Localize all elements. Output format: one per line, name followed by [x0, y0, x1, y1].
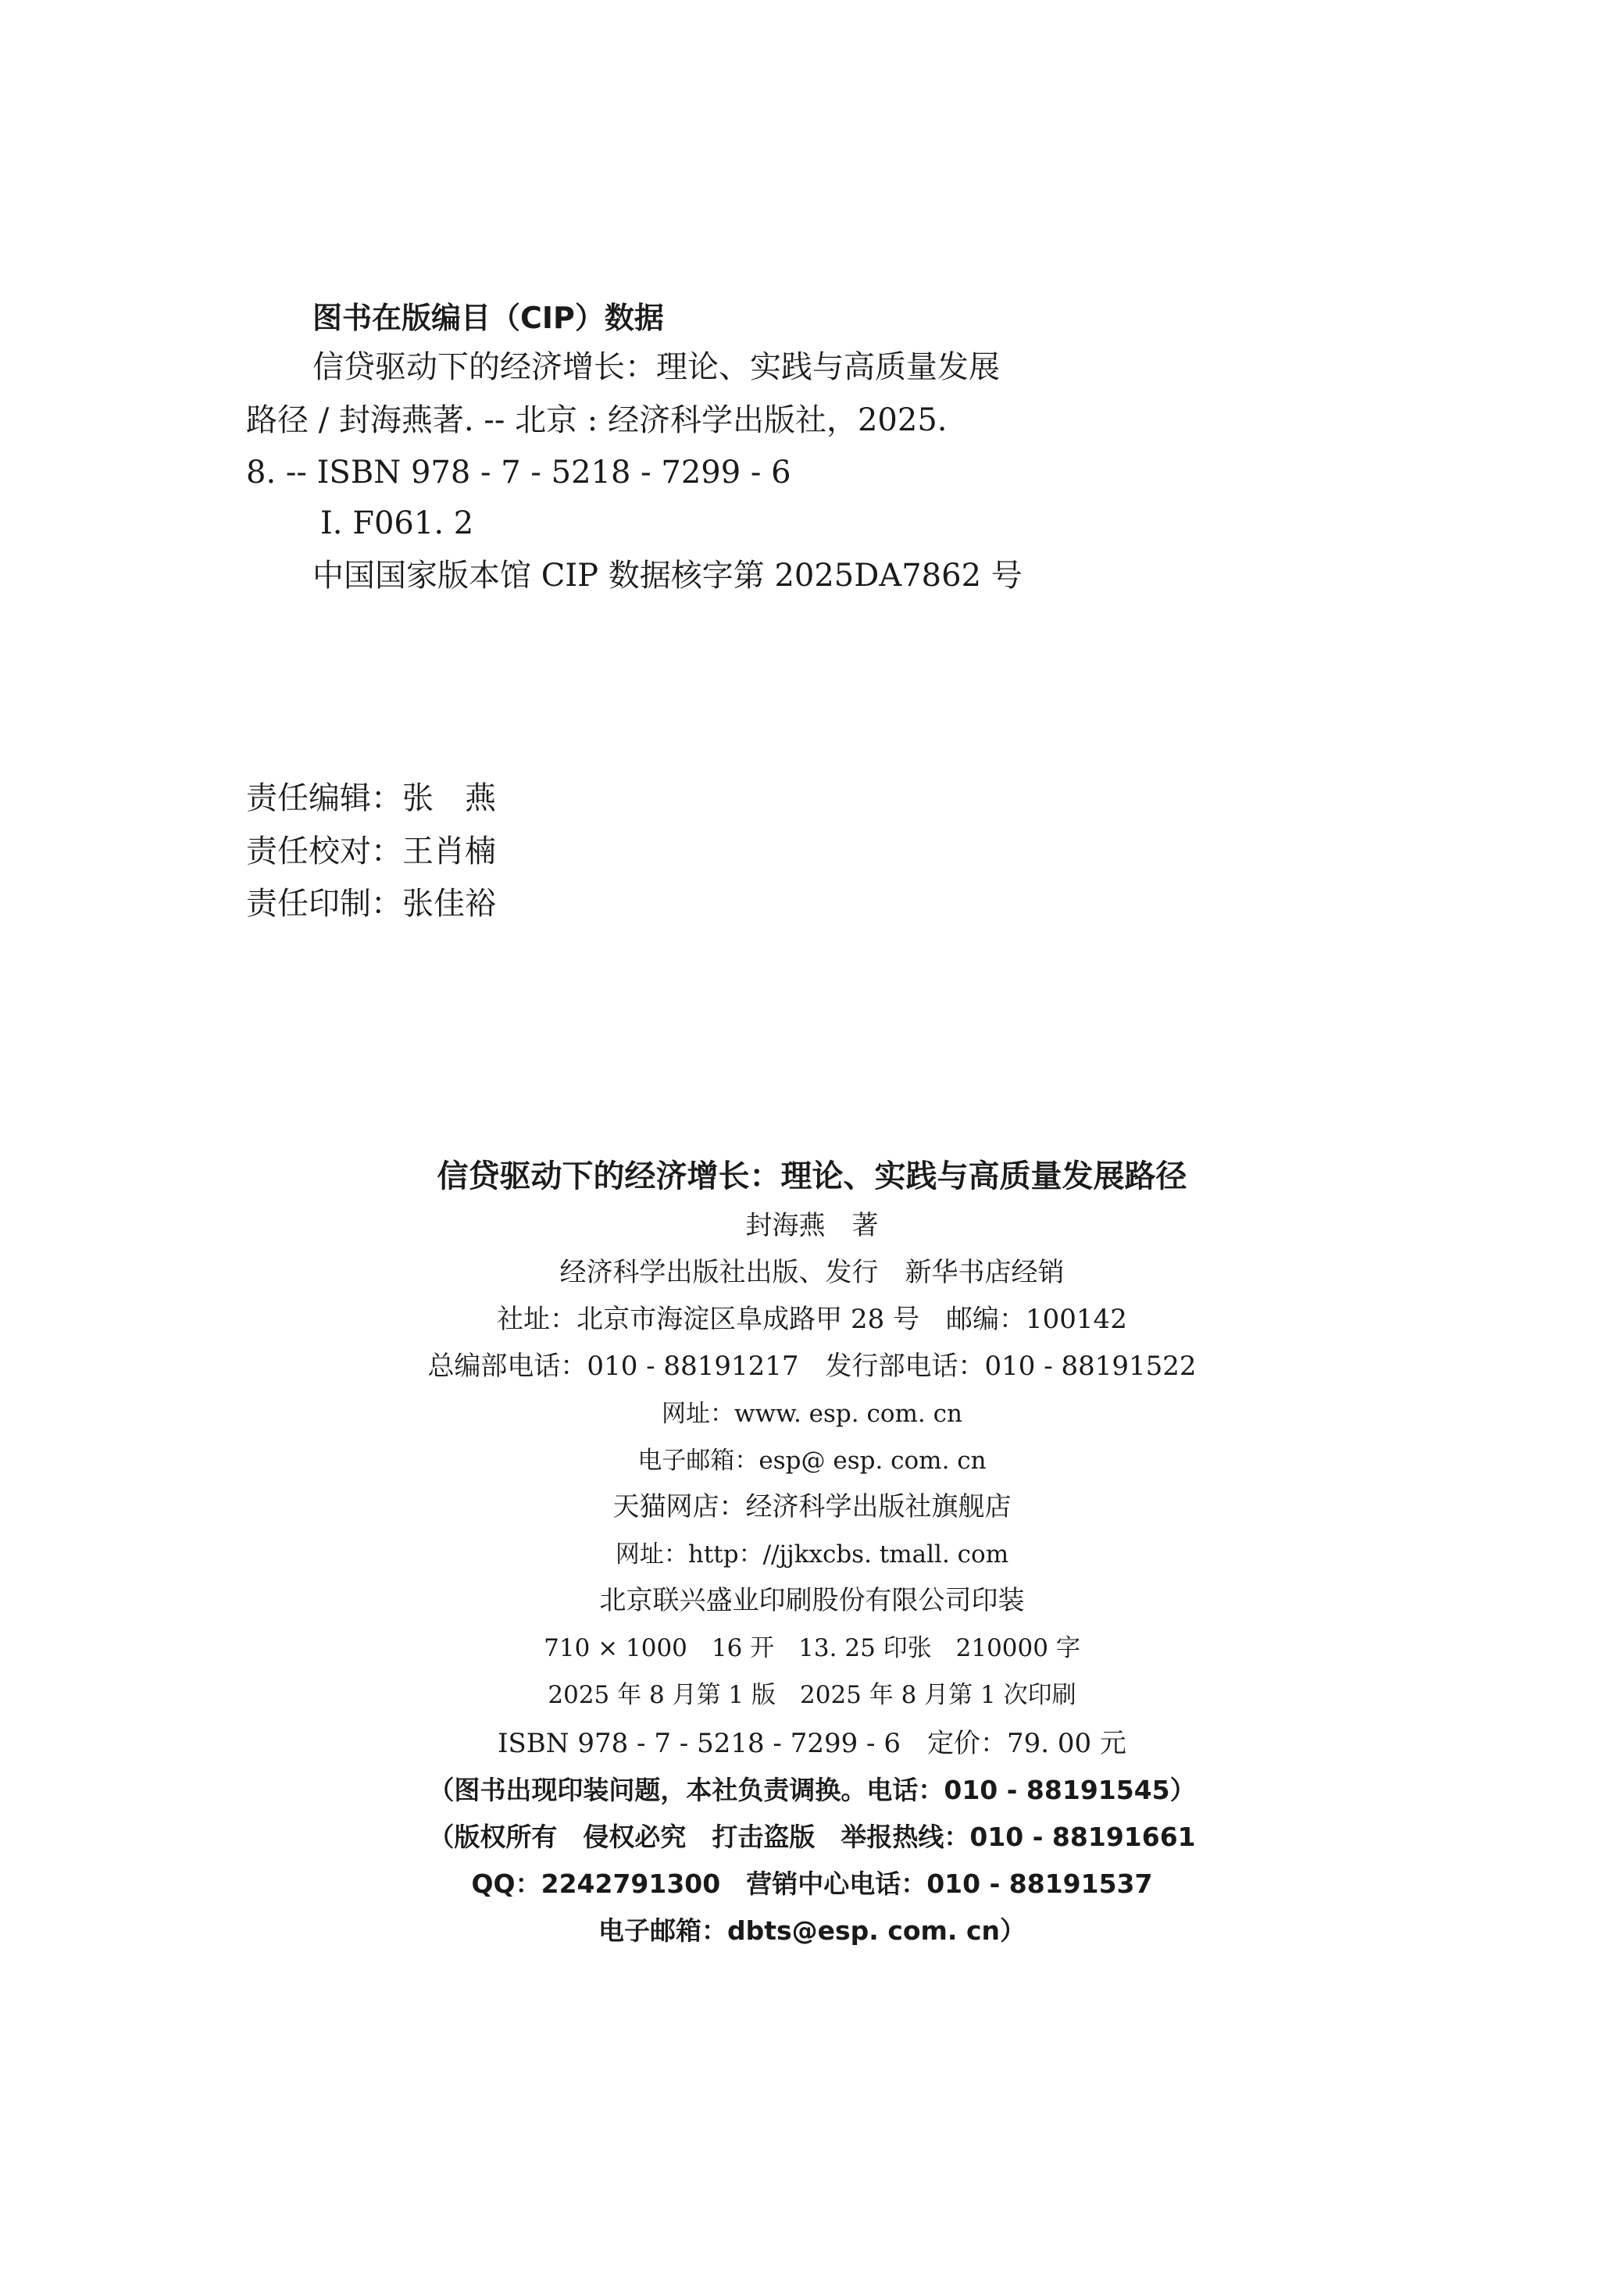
responsible-printing: 责任印制：张佳裕 — [246, 886, 496, 922]
cip-line-1: 信贷驱动下的经济增长：理论、实践与高质量发展 — [312, 349, 1000, 385]
colophon-specs: 710 × 1000 16 开 13. 25 印张 210000 字 — [544, 1634, 1080, 1662]
colophon-notice-1: （图书出现印装问题，本社负责调换。电话：010 - 88191545） — [428, 1775, 1196, 1805]
cip-title: 图书在版编目（CIP）数据 — [312, 301, 664, 335]
colophon-isbn-price: ISBN 978 - 7 - 5218 - 7299 - 6 定价：79. 00 元 — [498, 1728, 1126, 1759]
colophon-email: 电子邮箱：esp@ esp. com. cn — [637, 1447, 987, 1475]
responsible-proofreader: 责任校对：王肖楠 — [246, 833, 496, 869]
cip-line-2: 路径 / 封海燕著. -- 北京 : 经济科学出版社，2025. — [246, 402, 948, 438]
colophon-tmall-url: 网址：http：//jjkxcbs. tmall. com — [615, 1540, 1009, 1569]
colophon-phones: 总编部电话：010 - 88191217 发行部电话：010 - 88191522 — [427, 1351, 1197, 1382]
colophon-tmall-store: 天猫网店：经济科学出版社旗舰店 — [612, 1491, 1012, 1522]
cip-line-5: 中国国家版本馆 CIP 数据核字第 2025DA7862 号 — [312, 558, 1023, 594]
cip-line-3: 8. -- ISBN 978 - 7 - 5218 - 7299 - 6 — [246, 455, 791, 491]
responsible-editor: 责任编辑：张 燕 — [246, 780, 496, 816]
colophon-notice-2: （版权所有 侵权必究 打击盗版 举报热线：010 - 88191661 — [428, 1822, 1196, 1852]
cip-line-4: Ⅰ. F061. 2 — [320, 505, 474, 541]
colophon-publisher: 经济科学出版社出版、发行 新华书店经销 — [559, 1257, 1065, 1288]
colophon-notice-4: 电子邮箱：dbts@esp. com. cn） — [598, 1915, 1026, 1946]
colophon-title: 信贷驱动下的经济增长：理论、实践与高质量发展路径 — [437, 1158, 1187, 1194]
colophon-printer: 北京联兴盛业印刷股份有限公司印装 — [599, 1585, 1025, 1616]
colophon-address: 社址：北京市海淀区阜成路甲 28 号 邮编：100142 — [497, 1304, 1127, 1335]
colophon-edition: 2025 年 8 月第 1 版 2025 年 8 月第 1 次印刷 — [548, 1681, 1076, 1709]
colophon-notice-3: QQ：2242791300 营销中心电话：010 - 88191537 — [471, 1868, 1153, 1899]
colophon-website: 网址：www. esp. com. cn — [662, 1400, 962, 1428]
colophon-author: 封海燕 著 — [745, 1210, 879, 1241]
